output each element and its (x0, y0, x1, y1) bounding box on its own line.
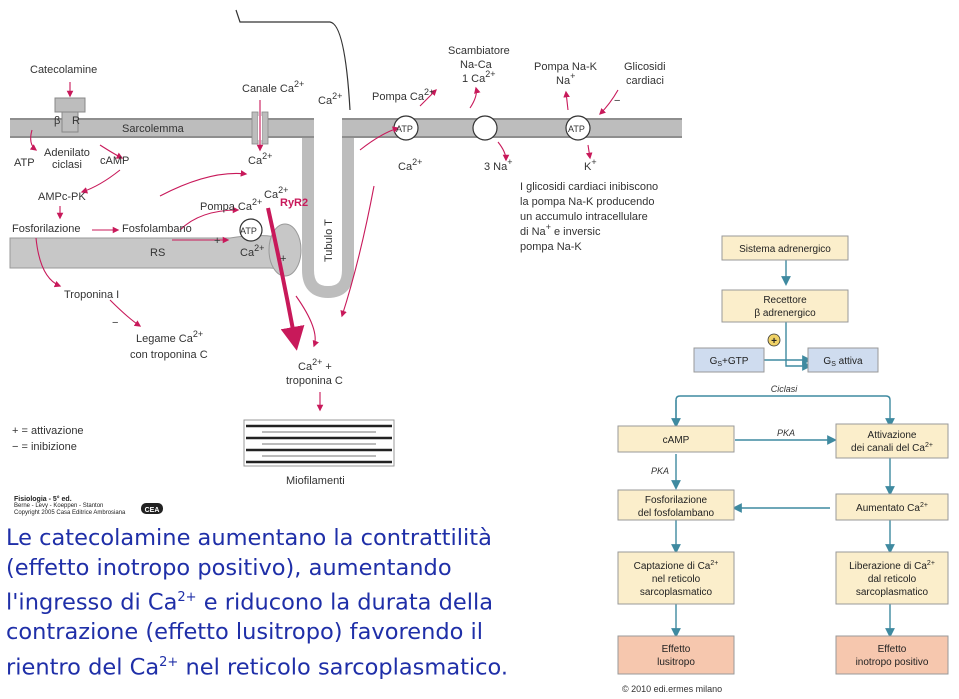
myofilaments (244, 420, 394, 466)
svg-text:Effetto: Effetto (877, 644, 907, 655)
note-line-1: I glicosidi cardiaci inibiscono (520, 181, 659, 193)
note-line-5: pompa Na-K (520, 241, 582, 253)
note-line-2: la pompa Na-K producendo (520, 196, 655, 208)
svg-text:Fosforilazione: Fosforilazione (644, 495, 708, 506)
book-credit (14, 496, 125, 517)
cea-logo (141, 503, 163, 514)
label-minus-gl: − (614, 95, 621, 107)
note-line-3: un accumulo intracellulare (520, 211, 648, 223)
credit-title: Fisiologia - 5° ed. (14, 496, 72, 503)
label-pka-1: PKA (776, 428, 796, 438)
box-effetto-lusitropo (618, 636, 734, 674)
caption-line-4: contrazione (effetto lusitropo) favorendo il (6, 619, 484, 645)
label-adenylate-2: ciclasi (52, 159, 82, 171)
label-scamb-1: Scambiatore (448, 45, 510, 57)
svg-text:cAMP: cAMP (662, 435, 690, 446)
label-plus-sr: + (214, 235, 221, 247)
label-ca-sr: $Ca^{2+}$ (264, 185, 289, 201)
svg-text:dei canali del Ca2+: dei canali del $Ca^{2+}$ (851, 442, 933, 454)
label-pompa-pm: Pompa $Ca^{2+}$ (372, 87, 435, 103)
label-atp-pm: ATP (396, 124, 413, 134)
svg-text:nel reticolo: nel reticolo (651, 574, 701, 585)
label-k: K+ (584, 157, 597, 173)
ca-channel-right (262, 112, 268, 144)
credit-copyright: Copyright 2005 Casa Editrice Ambrosiana (14, 510, 126, 516)
flowchart (618, 236, 948, 674)
label-pompa-sr: Pompa $Ca^{2+}$ (200, 197, 263, 213)
beta-receptor (55, 98, 85, 112)
svg-text:Liberazione di Ca2+: Liberazione di $Ca^{2+}$ (849, 560, 935, 572)
label-plus-tubule: + (280, 253, 287, 265)
caption-line-3: l'ingresso di $Ca^{2+}$ e riducono la durata della (6, 589, 494, 616)
svg-text:Effetto: Effetto (661, 644, 691, 655)
label-atp-nak: ATP (568, 124, 585, 134)
label-ca-rs: $Ca^{2+}$ (240, 243, 265, 259)
svg-text:GS attiva: $G_S$ attiva (823, 356, 863, 368)
label-beta: β (54, 115, 61, 127)
caption-text (6, 524, 572, 683)
label-atp-sr: ATP (240, 226, 257, 236)
label-3na: 3 Na+ (484, 157, 513, 173)
label-canale: Canale $Ca^{2+}$ (242, 79, 305, 95)
flowchart-copyright: © 2010 edi.ermes milano (622, 684, 723, 694)
label-minus-1: − (112, 317, 119, 329)
note-line-4: di Na+ e inversic (520, 222, 601, 238)
svg-text:+: + (771, 336, 777, 347)
label-adenylate-1: Adenilato (44, 147, 90, 159)
label-legame-2: con troponina C (130, 349, 208, 361)
label-tubulo-t: Tubulo T (323, 219, 335, 262)
legend-plus: + = attivazione (12, 425, 84, 437)
label-pompa-nak-1: Pompa Na-K (534, 61, 597, 73)
label-legame: Legame $Ca^{2+}$ (136, 329, 204, 345)
credit-authors: Berne - Levy - Koeppen - Stanton (14, 503, 104, 509)
label-ca-in: $Ca^{2+}$ (248, 151, 273, 167)
svg-text:lusitropo: lusitropo (657, 657, 695, 668)
box-effetto-inotropo (836, 636, 948, 674)
label-fosfolambano: Fosfolambano (122, 223, 192, 235)
label-ca-out: $Ca^{2+}$ (398, 157, 423, 173)
svg-text:CEA: CEA (144, 507, 160, 514)
label-glico-2: cardiaci (626, 75, 664, 87)
svg-text:del fosfolambano: del fosfolambano (637, 508, 715, 519)
label-atp-left: ATP (14, 157, 35, 169)
svg-text:dal reticolo: dal reticolo (867, 574, 917, 585)
label-troponina-i: Troponina I (64, 289, 120, 301)
label-scamb-2: Na-Ca (460, 59, 492, 71)
label-ryr2: RyR2 (280, 197, 309, 209)
svg-text:sarcoplasmatico: sarcoplasmatico (855, 587, 929, 598)
svg-text:Aumentato Ca2+: Aumentato $Ca^{2+}$ (856, 502, 928, 514)
label-scamb-3: 1 $Ca^{2+}$ (462, 69, 496, 85)
label-troponina-c: troponina C (286, 375, 343, 387)
caption-line-1: Le catecolamine aumentano la contrattilità (6, 525, 492, 551)
label-ampc-pk: AMPc-PK (38, 191, 86, 203)
label-ca-top: $Ca^{2+}$ (318, 91, 343, 107)
label-fosforilazione: Fosforilazione (12, 223, 81, 235)
svg-text:inotropo positivo: inotropo positivo (855, 657, 929, 668)
legend-minus: − = inibizione (12, 441, 77, 453)
label-rs: RS (150, 247, 166, 259)
label-glico-1: Glicosidi (624, 61, 666, 73)
svg-text:Recettore: Recettore (763, 295, 807, 306)
svg-text:sarcoplasmatico: sarcoplasmatico (639, 587, 713, 598)
t-tubule (308, 138, 348, 292)
svg-text:GS+GTP: $G_S+GTP$ (709, 356, 749, 368)
svg-text:β adrenergico: β adrenergico (754, 308, 816, 319)
label-camp: cAMP (100, 155, 130, 167)
svg-text:Captazione di Ca2+: Captazione di $Ca^{2+}$ (633, 560, 719, 572)
ca-channel-left (252, 112, 258, 144)
label-sarcolemma: Sarcolemma (122, 123, 184, 135)
label-pompa-nak-2: Na+ (556, 71, 576, 87)
label-pka-2: PKA (650, 466, 670, 476)
na-ca-exchanger-icon (473, 116, 497, 140)
svg-text:Sistema adrenergico: Sistema adrenergico (739, 244, 831, 255)
svg-text:Attivazione: Attivazione (867, 430, 917, 441)
caption-line-5: rientro del $Ca^{2+}$ nel reticolo sarcoplasmatico. (6, 654, 509, 680)
label-ciclasi: Ciclasi (770, 384, 798, 394)
label-ca-troponina: $Ca^{2+}$ + (298, 357, 332, 373)
caption-line-2: (effetto inotropo positivo), aumentando (6, 554, 452, 581)
label-r: R (72, 115, 80, 127)
label-miofilamenti: Miofilamenti (286, 475, 345, 487)
label-catecolamine: Catecolamine (30, 64, 98, 76)
